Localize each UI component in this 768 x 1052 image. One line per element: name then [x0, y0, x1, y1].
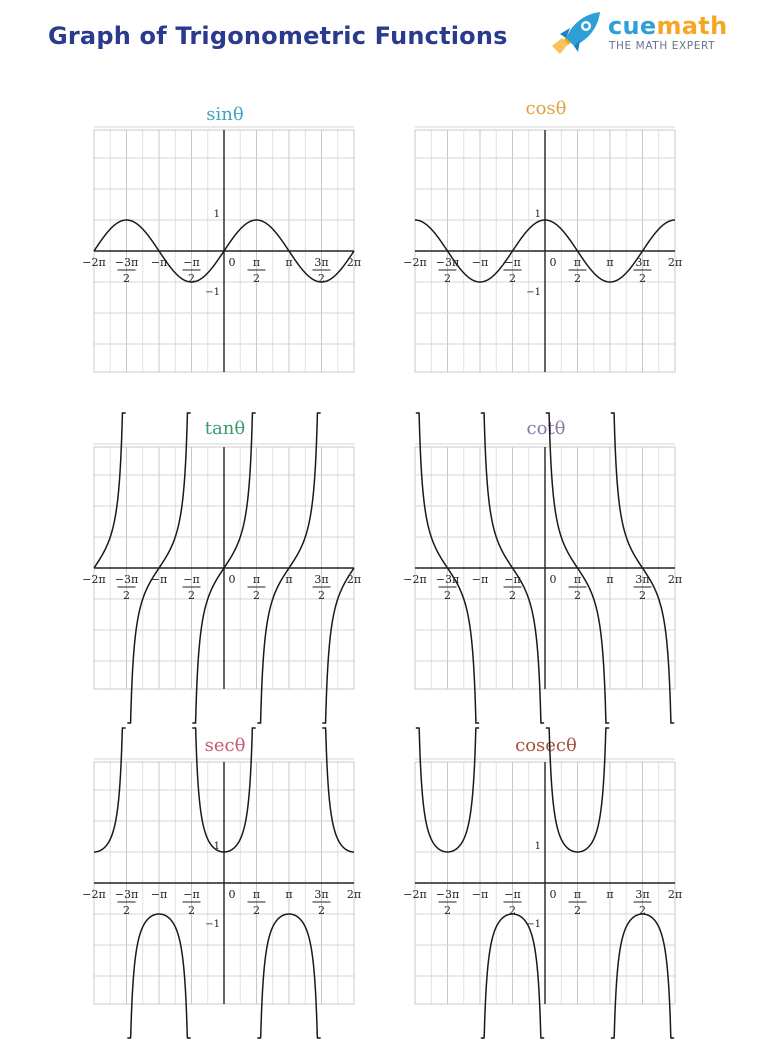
- svg-text:−2π: −2π: [82, 573, 106, 586]
- y-tick-label: −1: [526, 919, 541, 930]
- svg-text:π: π: [606, 888, 614, 901]
- graph-plot: [403, 447, 705, 737]
- svg-text:2: 2: [509, 589, 516, 602]
- svg-text:2: 2: [639, 589, 646, 602]
- x-tick-labels: [82, 256, 361, 285]
- svg-text:0: 0: [549, 256, 557, 269]
- graph-title: sinθ: [206, 104, 244, 125]
- svg-text:2: 2: [444, 589, 451, 602]
- svg-text:2: 2: [639, 272, 646, 285]
- svg-text:−3π: −3π: [435, 888, 460, 901]
- x-tick-label: [606, 573, 613, 586]
- svg-text:2: 2: [574, 272, 581, 285]
- y-tick-label: −1: [526, 287, 541, 298]
- rocket-icon: [548, 8, 604, 58]
- x-tick-label: [82, 573, 105, 586]
- svg-text:2: 2: [318, 589, 325, 602]
- svg-text:2π: 2π: [667, 573, 683, 586]
- svg-text:2π: 2π: [667, 256, 683, 269]
- svg-text:0: 0: [228, 256, 236, 269]
- svg-text:2: 2: [509, 904, 516, 917]
- x-tick-labels: [403, 888, 682, 917]
- svg-text:−π: −π: [183, 256, 200, 269]
- x-tick-label: [151, 256, 167, 269]
- svg-text:−3π: −3π: [114, 256, 139, 269]
- graph-title: tanθ: [204, 418, 246, 439]
- x-tick-label: [472, 888, 488, 901]
- svg-text:2: 2: [574, 904, 581, 917]
- svg-text:−π: −π: [471, 573, 489, 586]
- svg-text:−π: −π: [471, 888, 489, 901]
- svg-text:−3π: −3π: [114, 573, 139, 586]
- svg-text:π: π: [573, 256, 582, 269]
- svg-text:2: 2: [188, 272, 195, 285]
- logo-wordmark: [608, 12, 727, 40]
- svg-text:2: 2: [188, 904, 195, 917]
- logo-tagline: THE MATH EXPERT: [609, 40, 716, 52]
- x-tick-label: [550, 256, 557, 269]
- y-tick-label: 1: [213, 841, 220, 852]
- x-tick-label: [668, 256, 682, 269]
- svg-text:π: π: [285, 256, 293, 269]
- svg-text:−3π: −3π: [114, 888, 139, 901]
- svg-text:π: π: [252, 888, 261, 901]
- x-tick-label: [82, 256, 105, 269]
- y-tick-label: 1: [534, 841, 541, 852]
- x-tick-label: [285, 573, 292, 586]
- x-tick-labels: [82, 888, 361, 917]
- graph-plot: [403, 762, 705, 1052]
- graph-plot: [82, 447, 384, 737]
- svg-text:3π: 3π: [635, 888, 650, 901]
- svg-text:−3π: −3π: [435, 573, 460, 586]
- logo-prefix: cue: [608, 12, 657, 40]
- svg-text:2: 2: [123, 272, 130, 285]
- svg-text:−π: −π: [504, 888, 521, 901]
- svg-text:3π: 3π: [635, 573, 650, 586]
- y-tick-label: 1: [213, 209, 220, 220]
- svg-text:−π: −π: [183, 888, 200, 901]
- svg-text:2: 2: [188, 589, 195, 602]
- x-tick-label: [347, 256, 361, 269]
- svg-text:−2π: −2π: [403, 256, 427, 269]
- svg-text:0: 0: [228, 573, 236, 586]
- svg-text:2: 2: [123, 589, 130, 602]
- x-tick-label: [229, 888, 236, 901]
- graph-title: secθ: [204, 735, 246, 756]
- svg-text:π: π: [573, 888, 582, 901]
- x-tick-label: [472, 256, 488, 269]
- svg-text:−π: −π: [183, 573, 200, 586]
- svg-text:2: 2: [444, 904, 451, 917]
- svg-text:0: 0: [228, 888, 236, 901]
- x-tick-label: [606, 256, 613, 269]
- svg-text:2: 2: [318, 904, 325, 917]
- svg-text:2π: 2π: [667, 888, 683, 901]
- graph-plot: [403, 130, 705, 420]
- svg-text:−3π: −3π: [435, 256, 460, 269]
- svg-text:2π: 2π: [346, 573, 362, 586]
- svg-text:0: 0: [549, 573, 557, 586]
- graph-title: cotθ: [526, 418, 566, 439]
- y-tick-label: −1: [205, 919, 220, 930]
- page-title: Graph of Trigonometric Functions: [48, 22, 508, 50]
- svg-text:2: 2: [253, 589, 260, 602]
- x-tick-label: [151, 888, 167, 901]
- cuemath-logo[interactable]: [548, 8, 748, 60]
- x-tick-label: [285, 888, 292, 901]
- svg-text:π: π: [285, 888, 293, 901]
- svg-text:−2π: −2π: [403, 888, 427, 901]
- x-tick-label: [403, 256, 426, 269]
- x-tick-labels: [403, 573, 682, 602]
- svg-text:π: π: [573, 573, 582, 586]
- x-tick-labels: [403, 256, 682, 285]
- svg-text:−π: −π: [150, 573, 168, 586]
- svg-text:−π: −π: [150, 256, 168, 269]
- svg-text:2: 2: [509, 272, 516, 285]
- graph-title: cosecθ: [515, 735, 577, 756]
- svg-text:2: 2: [123, 904, 130, 917]
- svg-text:2: 2: [574, 589, 581, 602]
- x-tick-labels: [82, 573, 361, 602]
- svg-text:3π: 3π: [314, 888, 329, 901]
- x-tick-label: [668, 573, 682, 586]
- svg-text:2: 2: [444, 272, 451, 285]
- x-tick-label: [550, 573, 557, 586]
- x-tick-label: [550, 888, 557, 901]
- graph-plot: [82, 130, 384, 420]
- svg-text:π: π: [285, 573, 293, 586]
- logo-suffix: math: [656, 12, 728, 40]
- x-tick-label: [403, 888, 426, 901]
- svg-text:π: π: [252, 573, 261, 586]
- x-tick-label: [347, 888, 361, 901]
- svg-text:3π: 3π: [635, 256, 650, 269]
- svg-text:2: 2: [639, 904, 646, 917]
- svg-text:−π: −π: [504, 573, 521, 586]
- x-tick-label: [229, 256, 236, 269]
- svg-text:−2π: −2π: [82, 888, 106, 901]
- svg-text:−2π: −2π: [82, 256, 106, 269]
- svg-text:2: 2: [253, 904, 260, 917]
- y-tick-label: −1: [205, 287, 220, 298]
- x-tick-label: [403, 573, 426, 586]
- svg-text:3π: 3π: [314, 256, 329, 269]
- x-tick-label: [668, 888, 682, 901]
- svg-text:3π: 3π: [314, 573, 329, 586]
- x-tick-label: [285, 256, 292, 269]
- x-tick-label: [347, 573, 361, 586]
- svg-text:π: π: [606, 573, 614, 586]
- svg-text:2: 2: [318, 272, 325, 285]
- svg-text:0: 0: [549, 888, 557, 901]
- svg-text:−2π: −2π: [403, 573, 427, 586]
- graph-title: cosθ: [525, 98, 567, 119]
- svg-text:−π: −π: [504, 256, 521, 269]
- svg-text:π: π: [606, 256, 614, 269]
- x-tick-label: [151, 573, 167, 586]
- y-tick-label: 1: [534, 209, 541, 220]
- svg-text:2π: 2π: [346, 256, 362, 269]
- svg-text:2π: 2π: [346, 888, 362, 901]
- svg-text:2: 2: [253, 272, 260, 285]
- x-tick-label: [472, 573, 488, 586]
- graph-plot: [82, 762, 384, 1052]
- x-tick-label: [82, 888, 105, 901]
- svg-text:−π: −π: [150, 888, 168, 901]
- svg-text:π: π: [252, 256, 261, 269]
- svg-text:−π: −π: [471, 256, 489, 269]
- x-tick-label: [606, 888, 613, 901]
- x-tick-label: [229, 573, 236, 586]
